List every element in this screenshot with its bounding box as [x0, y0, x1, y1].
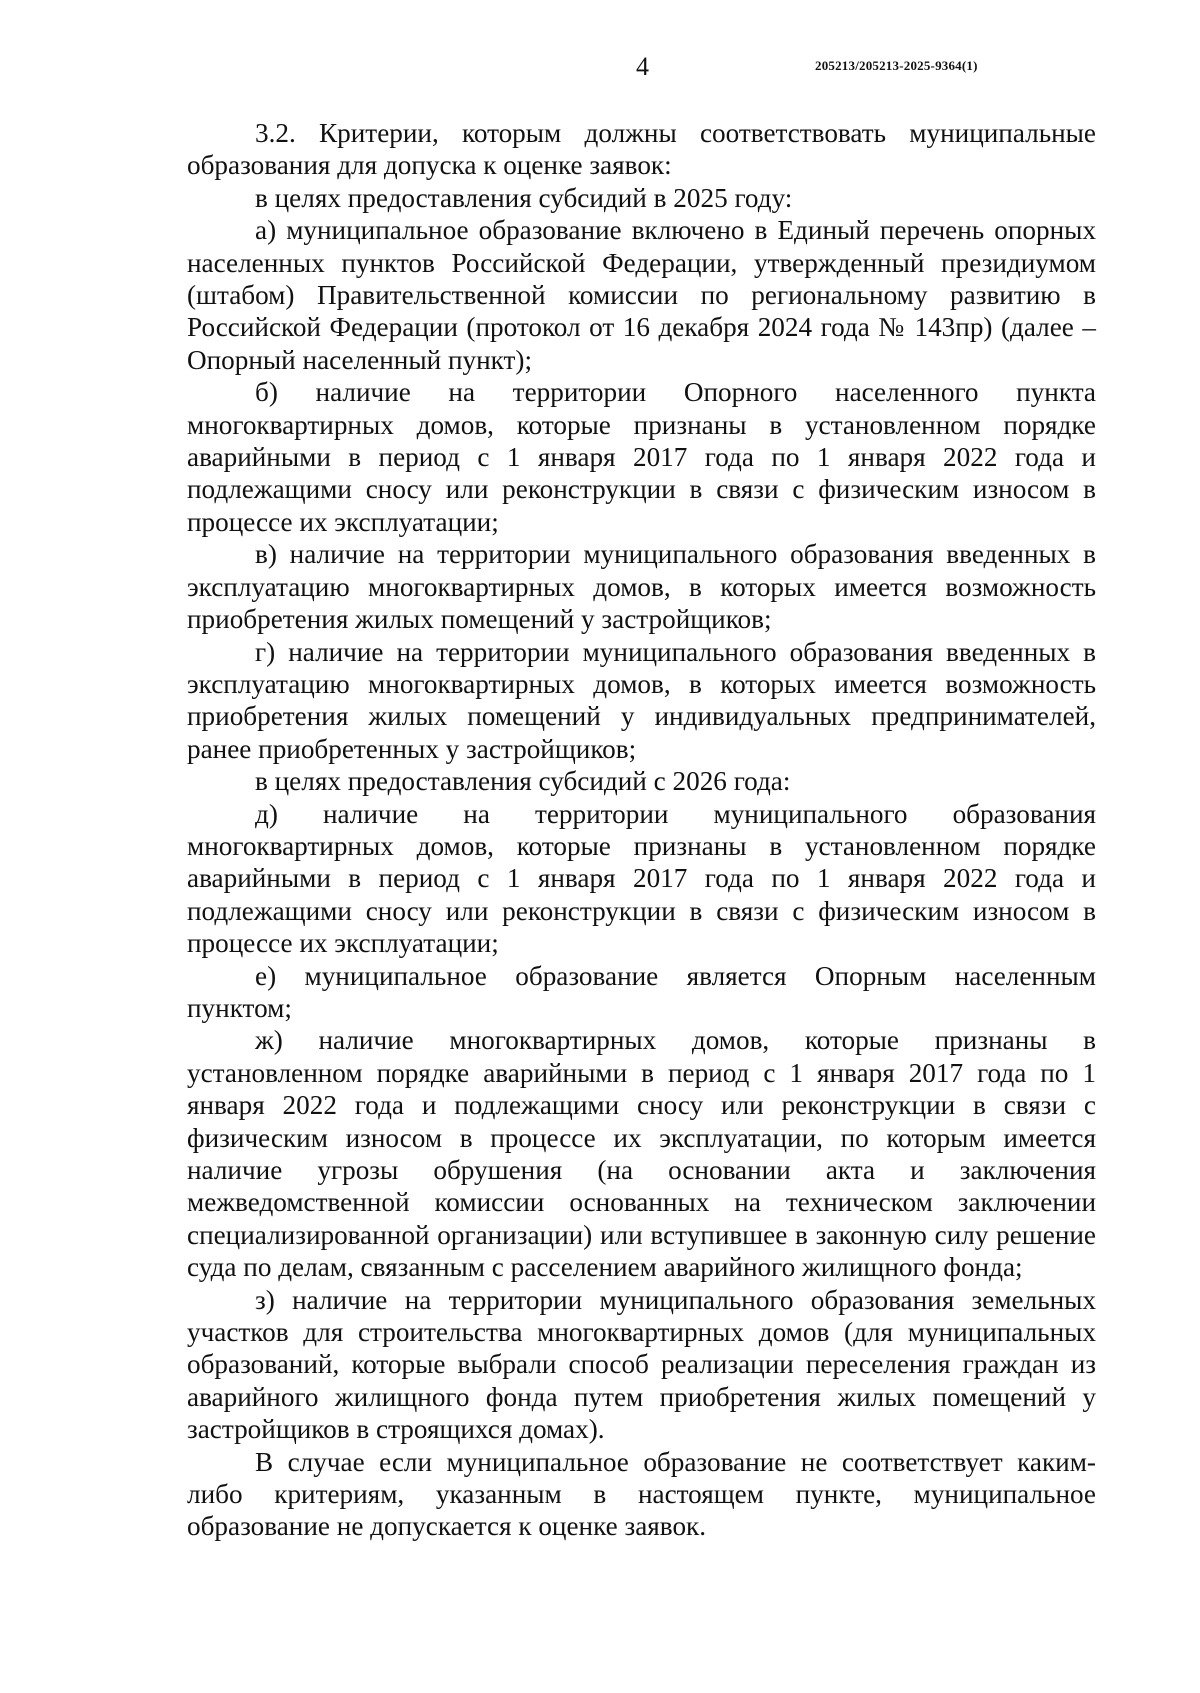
criterion-d: д) наличие на территории муниципального образования многоквартирных домов, которые признаны в установленном порядке аварийными в период с 1 января 2017 года по 1 января 2022 года и подлежащими сносу или реконструкции в связи с физическим износом в процессе их эксплуатации;: [187, 798, 1096, 959]
criterion-a: а) муниципальное образование включено в Единый перечень опорных населенных пунктов Российской Федерации, утвержденный президиумом (штабом) Правительственной комиссии по региональному развитию в Российской Федерации (протокол от 16 декабря 2024 года № 143пр) (далее – Опорный населенный пункт);: [187, 215, 1096, 375]
document-code: 205213/205213-2025-9364(1): [815, 58, 978, 73]
page-number: 4: [636, 52, 649, 81]
criterion-z: з) наличие на территории муниципального образования земельных участков для строительства многоквартирных домов (для муниципальных образований, которые выбрали способ реализации переселения граждан из аварийного жилищного фонда путем приобретения жилых помещений у застройщиков в строящихся домах).: [187, 1284, 1096, 1445]
criterion-zh: ж) наличие многоквартирных домов, которые признаны в установленном порядке аварийными в период с 1 января 2017 года по 1 января 2022 года и подлежащими сносу или реконструкции в связи с физическим износом в процессе их эксплуатации, по которым имеется наличие угрозы обрушения (на основании акта и заключения межведомственной комиссии основанных на техническом заключении специализированной организации) или вступившее в законную силу решение суда по делам, связанным с расселением аварийного жилищного фонда;: [187, 1025, 1096, 1283]
paragraph-2025-subsidies-heading: в целях предоставления субсидий в 2025 году:: [255, 182, 793, 213]
paragraph-2026-subsidies-heading: в целях предоставления субсидий с 2026 года:: [255, 766, 791, 797]
criterion-b: б) наличие на территории Опорного населенного пункта многоквартирных домов, которые признаны в установленном порядке аварийными в период с 1 января 2017 года по 1 января 2022 года и подлежащими сносу или реконструкции в связи с физическим износом в процессе их эксплуатации;: [187, 377, 1096, 537]
paragraph-3-2-intro: 3.2. Критерии, которым должны соответствовать муниципальные образования для допуска к оценке заявок:: [187, 118, 1096, 181]
page-header: [0, 52, 1200, 82]
criterion-v: в) наличие на территории муниципального образования введенных в эксплуатацию многоквартирных домов, в которых имеется возможность приобретения жилых помещений у застройщиков;: [187, 539, 1096, 635]
document-body: [187, 117, 1096, 1543]
paragraph-non-admission: В случае если муниципальное образование не соответствует каким-либо критериям, указанным в настоящем пункте, муниципальное образование не допускается к оценке заявок.: [187, 1446, 1096, 1542]
criterion-e: е) муниципальное образование является Опорным населенным пунктом;: [187, 960, 1096, 1023]
criterion-g: г) наличие на территории муниципального образования введенных в эксплуатацию многоквартирных домов, в которых имеется возможность приобретения жилых помещений у индивидуальных предпринимателей, ранее приобретенных у застройщиков;: [187, 636, 1096, 764]
